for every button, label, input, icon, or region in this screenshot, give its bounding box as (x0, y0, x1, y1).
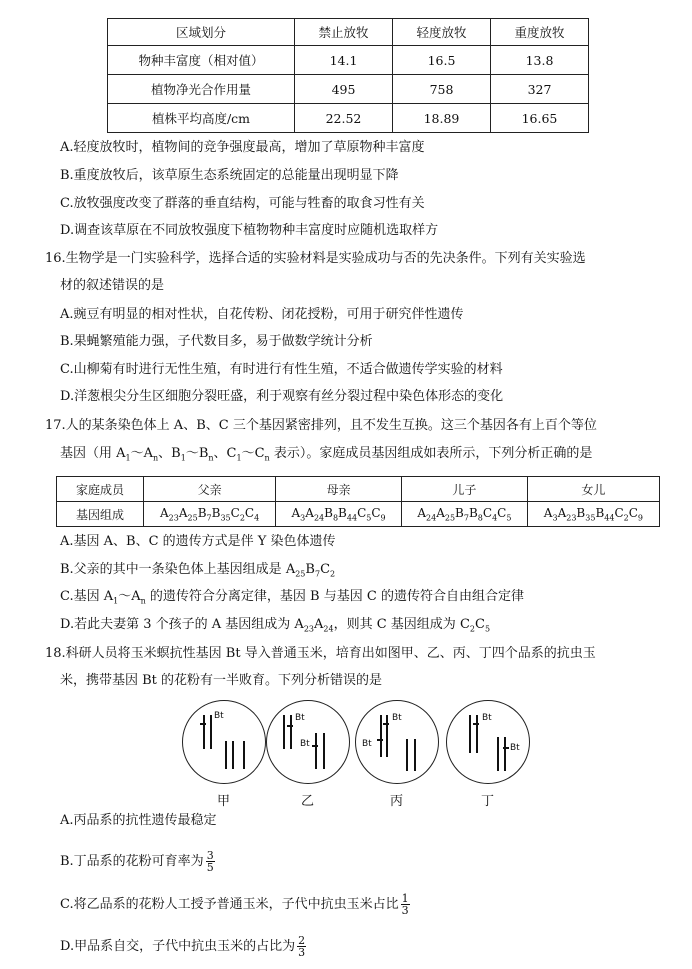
q15-option-d: D.调查该草原在不同放牧强度下植物物种丰富度时应随机选取样方 (60, 223, 439, 238)
q16-option-b: B.果蝇繁殖能力强，子代数目多，易于做数学统计分析 (60, 334, 373, 349)
q16-option-c: C.山柳菊有时进行无性生殖，有时进行有性生殖，不适合做遗传学实验的材料 (60, 362, 503, 377)
q16-stem: 16.生物学是一门实验科学，选择合适的实验材料是实验成功与否的先决条件。下列有关实验选 (45, 251, 586, 266)
table-cell: 14.1 (295, 46, 393, 75)
bt-label: Bt (300, 739, 310, 749)
table-cell: 327 (491, 75, 589, 104)
table-cell: 植物净光合作用量 (108, 75, 295, 104)
cell-ding (446, 700, 530, 784)
cell-yi (266, 700, 350, 784)
table-cell: 16.5 (393, 46, 491, 75)
table-header: 父亲 (144, 477, 276, 502)
bt-label: Bt (214, 711, 224, 721)
table-header: 家庭成员 (57, 477, 144, 502)
q16-option-d: D.洋葱根尖分生区细胞分裂旺盛，利于观察有丝分裂过程中染色体形态的变化 (60, 389, 504, 404)
q16-stem-cont: 材的叙述错误的是 (60, 278, 165, 293)
table-cell: $A_3A_{24}B_8B_{44}C_5C_9$ (276, 502, 402, 527)
cell-label-ding: 丁 (481, 794, 495, 809)
q18-option-b: B.丁品系的花粉可育率为 $\frac{3}{5}$ (60, 849, 214, 874)
table-cell: 495 (295, 75, 393, 104)
table-cell: 13.8 (491, 46, 589, 75)
q17-stem-cont: 基因（用 $A_1\sim A_n$、$B_1\sim B_n$、$C_1\sim C_n$ 表示）。家庭成员基因组成如表所示，下列分析正确的是 (60, 446, 593, 463)
table-cell: 18.89 (393, 104, 491, 133)
q18-option-a: A.丙品系的抗性遗传最稳定 (60, 813, 217, 828)
cell-label-bing: 丙 (390, 794, 404, 809)
table-cell: $A_3A_{23}B_{35}B_{44}C_2C_9$ (527, 502, 659, 527)
table-cell: 758 (393, 75, 491, 104)
q18-option-d: D.甲品系自交，子代中抗虫玉米的占比为 $\frac{2}{3}$ (60, 934, 306, 959)
table-header: 区域划分 (108, 19, 295, 46)
bt-label: Bt (510, 743, 520, 753)
table-cell: $A_{23}A_{25}B_7B_{35}C_2C_4$ (144, 502, 276, 527)
table-header: 禁止放牧 (295, 19, 393, 46)
table-cell: 物种丰富度（相对值） (108, 46, 295, 75)
table-cell: 植株平均高度/cm (108, 104, 295, 133)
table-header: 重度放牧 (491, 19, 589, 46)
q18-option-c: C.将乙品系的花粉人工授予普通玉米，子代中抗虫玉米占比 $\frac{1}{3}$ (60, 892, 409, 917)
table-header: 儿子 (401, 477, 527, 502)
table-row-label: 基因组成 (57, 502, 144, 527)
table-header: 女儿 (527, 477, 659, 502)
bt-label: Bt (295, 713, 305, 723)
q15-option-c: C.放牧强度改变了群落的垂直结构，可能与牲畜的取食习性有关 (60, 196, 425, 211)
table-cell: 22.52 (295, 104, 393, 133)
table-cell: $A_{24}A_{25}B_7B_8C_4C_5$ (401, 502, 527, 527)
table-header: 母亲 (276, 477, 402, 502)
bt-label: Bt (392, 713, 402, 723)
q17-option-b: B.父亲的其中一条染色体上基因组成是 $A_{25}B_7C_2$ (60, 562, 336, 579)
q17-option-c: C.基因 $A_1\sim A_n$ 的遗传符合分离定律，基因 B 与基因 C 的遗传符合自由组合定律 (60, 589, 524, 606)
bt-label: Bt (362, 739, 372, 749)
q18-stem-cont: 米，携带基因 Bt 的花粉有一半败育。下列分析错误的是 (60, 673, 383, 688)
q15-option-a: A.轻度放牧时，植物间的竞争强度最高，增加了草原物种丰富度 (60, 140, 425, 155)
table-cell: 16.65 (491, 104, 589, 133)
cell-label-yi: 乙 (301, 794, 315, 809)
q16-option-a: A.豌豆有明显的相对性状，自花传粉、闭花授粉，可用于研究伴性遗传 (60, 307, 464, 322)
bt-label: Bt (482, 713, 492, 723)
family-gene-table (56, 476, 660, 527)
q17-stem: 17.人的某条染色体上 A、B、C 三个基因紧密排列，且不发生互换。这三个基因各有上百个等位 (45, 418, 597, 433)
q18-stem: 18.科研人员将玉米螟抗性基因 Bt 导入普通玉米，培育出如图甲、乙、丙、丁四个品系的抗虫玉 (45, 646, 596, 661)
cell-bing (355, 700, 439, 784)
q15-option-b: B.重度放牧后，该草原生态系统固定的总能量出现明显下降 (60, 168, 399, 183)
grazing-table (107, 18, 589, 133)
cell-label-jia: 甲 (217, 794, 231, 809)
table-header: 轻度放牧 (393, 19, 491, 46)
cell-jia (182, 700, 266, 784)
q17-option-d: D.若此夫妻第 3 个孩子的 A 基因组成为 $A_{23}A_{24}$，则其 C 基因组成为 $C_2C_5$ (60, 617, 491, 634)
q17-option-a: A.基因 A、B、C 的遗传方式是伴 Y 染色体遗传 (60, 534, 336, 549)
